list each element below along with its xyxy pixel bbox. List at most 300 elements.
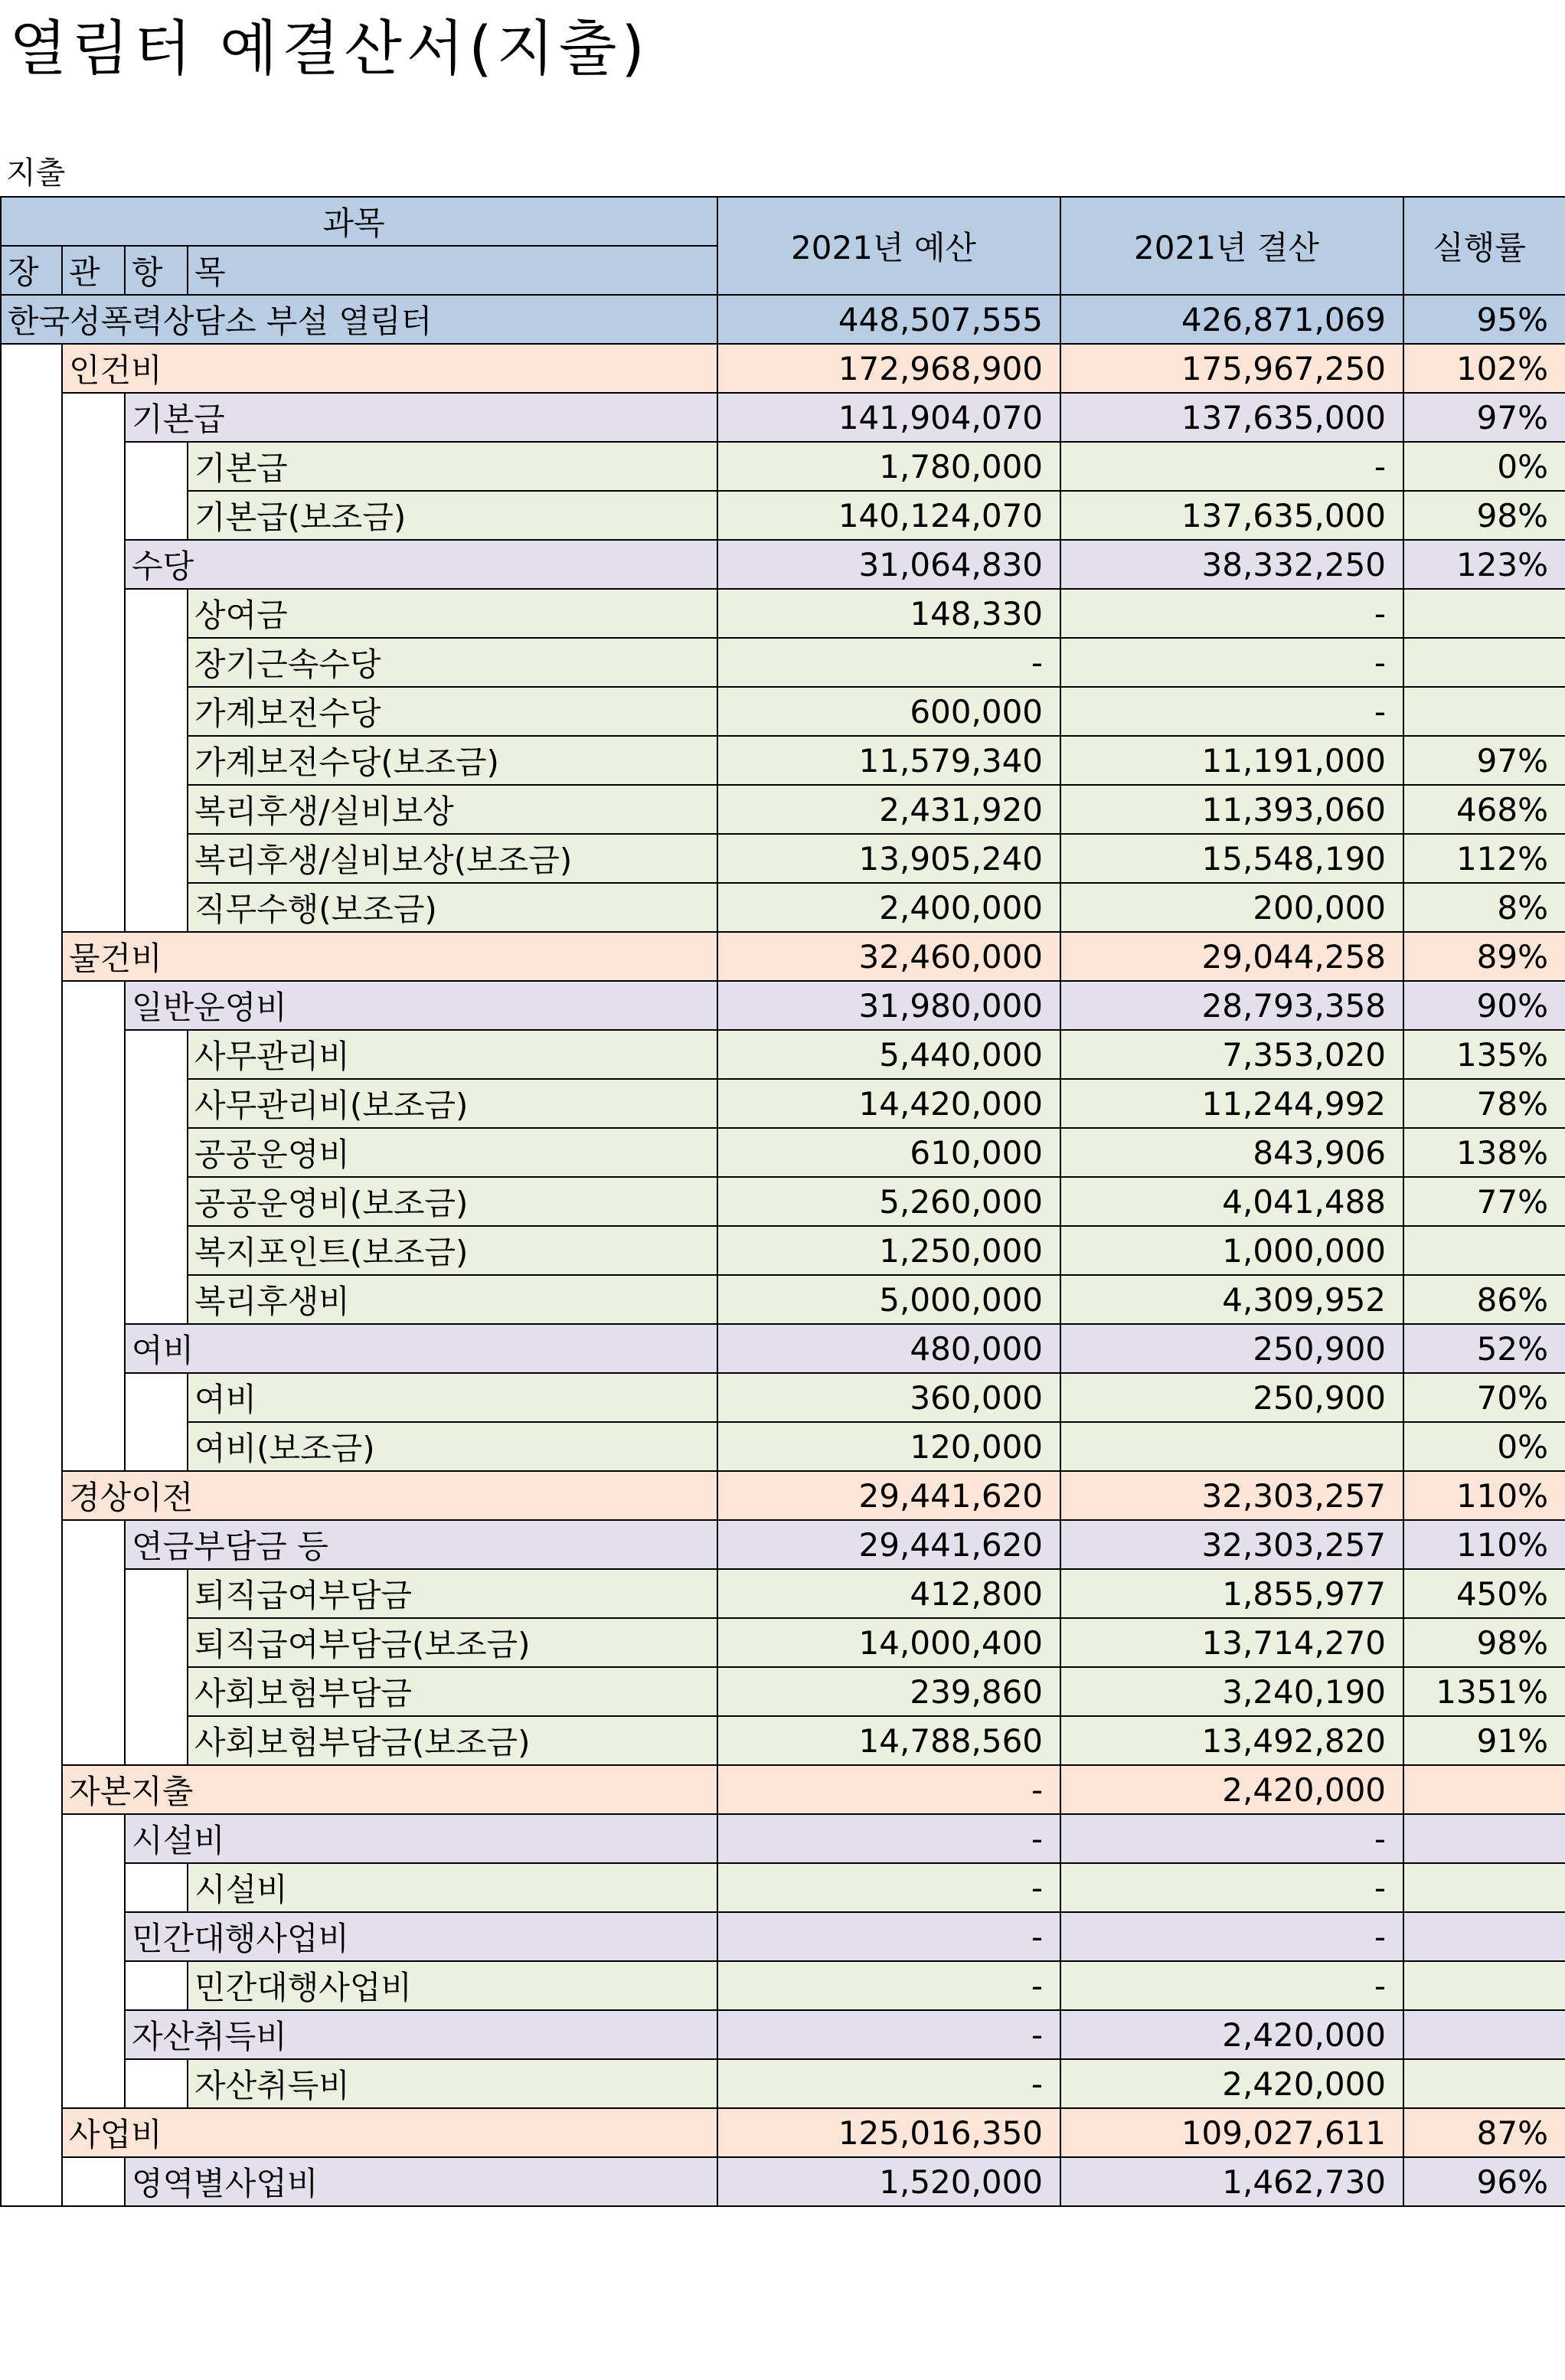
row-label: 여비(보조금) [188,1422,717,1471]
row-label: 여비 [125,1324,717,1373]
budget-table-body [1,295,1565,2206]
table-row [1,1471,1565,1520]
row-settlement: - [1060,442,1403,491]
indent-cell [125,1030,188,1079]
indent-cell [125,2059,188,2108]
row-settlement: - [1060,1961,1403,2010]
row-label: 수당 [125,540,717,589]
row-budget: - [717,2059,1060,2108]
row-rate: 70% [1403,1373,1565,1422]
table-row [1,2059,1565,2108]
row-rate: 0% [1403,442,1565,491]
table-row [1,1226,1565,1275]
indent-cell [62,981,125,1030]
row-rate: 96% [1403,2157,1565,2206]
indent-cell [62,1716,125,1765]
row-label: 기본급 [125,393,717,442]
row-budget: 5,260,000 [717,1177,1060,1226]
row-settlement: 250,900 [1060,1373,1403,1422]
indent-cell [125,638,188,687]
header-jang: 장 [1,246,62,295]
indent-cell [62,1128,125,1177]
indent-cell [125,1863,188,1912]
row-rate: 91% [1403,1716,1565,1765]
row-rate [1403,687,1565,736]
indent-cell [62,491,125,540]
row-budget: - [717,638,1060,687]
row-budget: 140,124,070 [717,491,1060,540]
row-label: 복리후생/실비보상 [188,785,717,834]
row-budget: 600,000 [717,687,1060,736]
row-budget: 412,800 [717,1569,1060,1618]
indent-cell [1,1471,62,1520]
indent-cell [1,1177,62,1226]
row-rate: 102% [1403,344,1565,393]
table-row [1,344,1565,393]
indent-cell [1,834,62,883]
row-rate: 97% [1403,393,1565,442]
row-settlement: 15,548,190 [1060,834,1403,883]
row-rate: 90% [1403,981,1565,1030]
indent-cell [62,1569,125,1618]
row-rate [1403,1814,1565,1863]
row-label: 복지포인트(보조금) [188,1226,717,1275]
indent-cell [125,1961,188,2010]
row-settlement: 3,240,190 [1060,1667,1403,1716]
indent-cell [62,393,125,442]
row-budget: 148,330 [717,589,1060,638]
row-budget: 1,780,000 [717,442,1060,491]
row-budget: 5,000,000 [717,1275,1060,1324]
indent-cell [62,540,125,589]
indent-cell [125,589,188,638]
row-settlement: 1,855,977 [1060,1569,1403,1618]
table-row [1,1128,1565,1177]
indent-cell [1,2157,62,2206]
indent-cell [62,589,125,638]
row-label: 영역별사업비 [125,2157,717,2206]
row-settlement: 4,309,952 [1060,1275,1403,1324]
row-budget: 120,000 [717,1422,1060,1471]
row-settlement: - [1060,638,1403,687]
table-row [1,1030,1565,1079]
row-label: 시설비 [125,1814,717,1863]
indent-cell [125,1275,188,1324]
row-label: 복리후생비 [188,1275,717,1324]
row-label: 자본지출 [62,1765,717,1814]
row-rate [1403,589,1565,638]
row-rate: 78% [1403,1079,1565,1128]
indent-cell [62,1177,125,1226]
table-row [1,1422,1565,1471]
row-rate: 1351% [1403,1667,1565,1716]
table-row [1,442,1565,491]
indent-cell [125,1373,188,1422]
row-budget: 29,441,620 [717,1520,1060,1569]
row-budget: 14,420,000 [717,1079,1060,1128]
row-label: 사회보험부담금 [188,1667,717,1716]
indent-cell [62,1030,125,1079]
table-row [1,785,1565,834]
row-label: 상여금 [188,589,717,638]
row-label: 사회보험부담금(보조금) [188,1716,717,1765]
row-label: 사무관리비(보조금) [188,1079,717,1128]
indent-cell [1,1912,62,1961]
row-settlement: 38,332,250 [1060,540,1403,589]
row-budget: 29,441,620 [717,1471,1060,1520]
indent-cell [1,2059,62,2108]
row-settlement [1060,1422,1403,1471]
table-row [1,1667,1565,1716]
row-label: 자산취득비 [188,2059,717,2108]
row-budget: - [717,1961,1060,2010]
header-rate: 실행률 [1403,197,1565,295]
row-budget: 2,431,920 [717,785,1060,834]
header-settlement: 2021년 결산 [1060,197,1403,295]
indent-cell [125,883,188,932]
row-rate: 77% [1403,1177,1565,1226]
indent-cell [1,491,62,540]
row-budget: 13,905,240 [717,834,1060,883]
table-row [1,491,1565,540]
indent-cell [1,1030,62,1079]
row-settlement: 1,462,730 [1060,2157,1403,2206]
indent-cell [1,1961,62,2010]
row-label: 직무수행(보조금) [188,883,717,932]
table-row [1,1961,1565,2010]
table-row [1,1716,1565,1765]
indent-cell [125,1226,188,1275]
row-budget: 32,460,000 [717,932,1060,981]
row-settlement: 2,420,000 [1060,2010,1403,2059]
row-label: 장기근속수당 [188,638,717,687]
row-budget: 448,507,555 [717,295,1060,344]
header-hang: 항 [125,246,188,295]
row-rate: 87% [1403,2108,1565,2157]
table-row [1,1079,1565,1128]
row-rate [1403,2059,1565,2108]
indent-cell [62,834,125,883]
indent-cell [1,1226,62,1275]
indent-cell [1,1373,62,1422]
row-label: 공공운영비 [188,1128,717,1177]
indent-cell [1,2010,62,2059]
indent-cell [1,1814,62,1863]
indent-cell [1,1765,62,1814]
indent-cell [62,736,125,785]
row-settlement: - [1060,1863,1403,1912]
row-label: 가계보전수당 [188,687,717,736]
row-rate [1403,638,1565,687]
row-label: 기본급(보조금) [188,491,717,540]
indent-cell [125,1422,188,1471]
row-budget: 5,440,000 [717,1030,1060,1079]
row-budget: 125,016,350 [717,2108,1060,2157]
table-row [1,932,1565,981]
row-settlement: 11,191,000 [1060,736,1403,785]
row-label: 한국성폭력상담소 부설 열림터 [1,295,717,344]
indent-cell [62,2059,125,2108]
row-settlement: 175,967,250 [1060,344,1403,393]
indent-cell [1,1079,62,1128]
budget-table [0,196,1565,2207]
indent-cell [1,1569,62,1618]
indent-cell [62,1422,125,1471]
row-label: 연금부담금 등 [125,1520,717,1569]
row-settlement: 2,420,000 [1060,1765,1403,1814]
indent-cell [62,1667,125,1716]
indent-cell [1,1520,62,1569]
row-rate [1403,1961,1565,2010]
row-settlement: 2,420,000 [1060,2059,1403,2108]
row-settlement: 4,041,488 [1060,1177,1403,1226]
row-budget: 14,000,400 [717,1618,1060,1667]
indent-cell [1,2108,62,2157]
row-label: 경상이전 [62,1471,717,1520]
table-row [1,834,1565,883]
header-subject: 과목 [1,197,717,246]
indent-cell [125,1079,188,1128]
row-label: 기본급 [188,442,717,491]
row-rate: 86% [1403,1275,1565,1324]
row-settlement: 32,303,257 [1060,1471,1403,1520]
row-settlement: - [1060,589,1403,638]
indent-cell [1,1863,62,1912]
header-mok: 목 [188,246,717,295]
indent-cell [1,1667,62,1716]
indent-cell [62,442,125,491]
indent-cell [1,687,62,736]
indent-cell [125,1667,188,1716]
indent-cell [125,1716,188,1765]
row-rate: 138% [1403,1128,1565,1177]
row-settlement: - [1060,687,1403,736]
row-settlement: 843,906 [1060,1128,1403,1177]
row-settlement: 13,492,820 [1060,1716,1403,1765]
row-rate [1403,1765,1565,1814]
header-gwan: 관 [62,246,125,295]
indent-cell [62,2157,125,2206]
row-rate: 89% [1403,932,1565,981]
indent-cell [62,1079,125,1128]
row-budget: 2,400,000 [717,883,1060,932]
table-row [1,393,1565,442]
indent-cell [125,442,188,491]
row-budget: - [717,2010,1060,2059]
row-budget: 172,968,900 [717,344,1060,393]
table-row [1,1618,1565,1667]
table-row [1,981,1565,1030]
header-row-top [1,197,1565,246]
table-row [1,1765,1565,1814]
indent-cell [1,1324,62,1373]
row-settlement: 109,027,611 [1060,2108,1403,2157]
indent-cell [62,1961,125,2010]
indent-cell [1,785,62,834]
row-settlement: - [1060,1912,1403,1961]
table-row [1,1863,1565,1912]
indent-cell [62,1618,125,1667]
row-budget: 141,904,070 [717,393,1060,442]
indent-cell [1,344,62,393]
table-row [1,1275,1565,1324]
table-row [1,1177,1565,1226]
indent-cell [125,785,188,834]
indent-cell [1,1275,62,1324]
row-settlement: 11,393,060 [1060,785,1403,834]
table-row [1,295,1565,344]
row-label: 여비 [188,1373,717,1422]
row-budget: 360,000 [717,1373,1060,1422]
page-title: 열림터 예결산서(지출) [9,15,649,83]
row-budget: 1,250,000 [717,1226,1060,1275]
row-settlement: 13,714,270 [1060,1618,1403,1667]
row-label: 인건비 [62,344,717,393]
row-settlement: 137,635,000 [1060,491,1403,540]
row-budget: - [717,1814,1060,1863]
table-row [1,687,1565,736]
row-label: 시설비 [188,1863,717,1912]
row-budget: 239,860 [717,1667,1060,1716]
row-rate: 123% [1403,540,1565,589]
row-rate: 97% [1403,736,1565,785]
row-label: 민간대행사업비 [188,1961,717,2010]
row-label: 공공운영비(보조금) [188,1177,717,1226]
row-label: 사업비 [62,2108,717,2157]
indent-cell [62,2010,125,2059]
row-settlement: 32,303,257 [1060,1520,1403,1569]
row-budget: 1,520,000 [717,2157,1060,2206]
row-settlement: 11,244,992 [1060,1079,1403,1128]
row-rate [1403,2010,1565,2059]
table-row [1,1324,1565,1373]
indent-cell [1,1128,62,1177]
indent-cell [1,1618,62,1667]
indent-cell [62,1520,125,1569]
table-row [1,1520,1565,1569]
indent-cell [125,834,188,883]
indent-cell [1,736,62,785]
row-settlement: 7,353,020 [1060,1030,1403,1079]
indent-cell [62,883,125,932]
row-rate: 110% [1403,1471,1565,1520]
row-budget: 480,000 [717,1324,1060,1373]
row-label: 민간대행사업비 [125,1912,717,1961]
row-settlement: 1,000,000 [1060,1226,1403,1275]
table-row [1,1569,1565,1618]
row-label: 가계보전수당(보조금) [188,736,717,785]
row-budget: - [717,1863,1060,1912]
row-label: 일반운영비 [125,981,717,1030]
indent-cell [125,1128,188,1177]
row-rate: 135% [1403,1030,1565,1079]
row-rate: 8% [1403,883,1565,932]
row-label: 퇴직급여부담금 [188,1569,717,1618]
indent-cell [1,638,62,687]
indent-cell [62,1324,125,1373]
table-row [1,589,1565,638]
row-rate: 98% [1403,1618,1565,1667]
row-rate: 95% [1403,295,1565,344]
table-row [1,1814,1565,1863]
row-rate: 52% [1403,1324,1565,1373]
row-settlement: 200,000 [1060,883,1403,932]
table-row [1,1373,1565,1422]
indent-cell [125,1618,188,1667]
table-row [1,1912,1565,1961]
row-settlement: - [1060,1814,1403,1863]
indent-cell [1,1422,62,1471]
indent-cell [1,540,62,589]
indent-cell [1,1716,62,1765]
indent-cell [1,932,62,981]
row-label: 사무관리비 [188,1030,717,1079]
table-row [1,2157,1565,2206]
indent-cell [62,687,125,736]
header-budget: 2021년 예산 [717,197,1060,295]
indent-cell [1,393,62,442]
indent-cell [62,1226,125,1275]
row-rate: 468% [1403,785,1565,834]
indent-cell [1,883,62,932]
row-settlement: 426,871,069 [1060,295,1403,344]
indent-cell [62,638,125,687]
table-row [1,2108,1565,2157]
section-label: 지출 [6,155,66,191]
row-rate: 112% [1403,834,1565,883]
row-rate [1403,1226,1565,1275]
row-budget: 14,788,560 [717,1716,1060,1765]
indent-cell [125,736,188,785]
row-settlement: 137,635,000 [1060,393,1403,442]
row-settlement: 250,900 [1060,1324,1403,1373]
row-rate: 450% [1403,1569,1565,1618]
row-rate: 110% [1403,1520,1565,1569]
table-row [1,736,1565,785]
row-budget: - [717,1765,1060,1814]
row-label: 복리후생/실비보상(보조금) [188,834,717,883]
indent-cell [62,1275,125,1324]
indent-cell [125,491,188,540]
indent-cell [62,1814,125,1863]
indent-cell [62,1863,125,1912]
row-rate: 0% [1403,1422,1565,1471]
indent-cell [62,785,125,834]
indent-cell [62,1912,125,1961]
row-rate [1403,1863,1565,1912]
indent-cell [125,1569,188,1618]
table-row [1,2010,1565,2059]
indent-cell [125,687,188,736]
table-row [1,540,1565,589]
row-budget: - [717,1912,1060,1961]
table-row [1,883,1565,932]
indent-cell [1,981,62,1030]
indent-cell [125,1177,188,1226]
row-settlement: 29,044,258 [1060,932,1403,981]
row-budget: 610,000 [717,1128,1060,1177]
row-rate: 98% [1403,491,1565,540]
indent-cell [1,589,62,638]
table-row [1,638,1565,687]
row-rate [1403,1912,1565,1961]
row-label: 자산취득비 [125,2010,717,2059]
row-budget: 11,579,340 [717,736,1060,785]
row-budget: 31,980,000 [717,981,1060,1030]
row-label: 퇴직급여부담금(보조금) [188,1618,717,1667]
row-budget: 31,064,830 [717,540,1060,589]
indent-cell [1,442,62,491]
